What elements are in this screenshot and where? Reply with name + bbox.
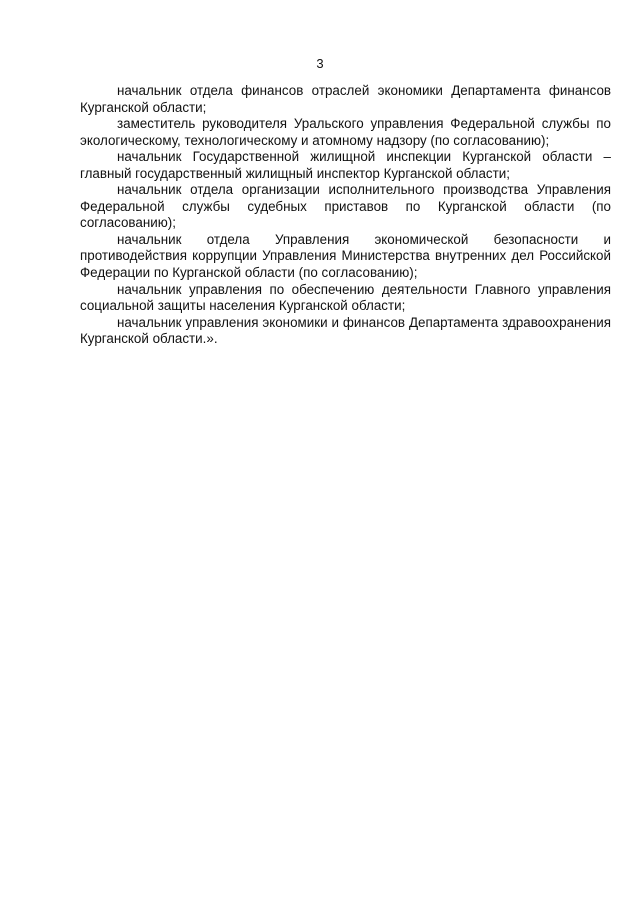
paragraph-housing-inspection: начальник Государственной жилищной инспекции Курганской области – главный государственный жилищный инспектор Курганской области; <box>80 149 611 181</box>
paragraph-healthcare-department: начальник управления экономики и финансов Департамента здравоохранения Курганской области.». <box>80 314 611 347</box>
paragraph-bailiffs-service: начальник отдела организации исполнительного производства Управления Федеральной службы судебных приставов по Курганской области (по согласованию); <box>80 182 611 231</box>
paragraph-rostekhnadzor: заместитель руководителя Уральского управления Федеральной службы по экологическому, технологическому и атомному надзору (по согласованию); <box>80 116 611 148</box>
paragraph-social-protection: начальник управления по обеспечению деятельности Главного управления социальной защиты населения Курганской области; <box>80 281 611 314</box>
page-number: 3 <box>316 56 324 71</box>
paragraph-finance-department: начальник отдела финансов отраслей экономики Департамента финансов Курганской области; <box>80 83 611 115</box>
document-body <box>80 83 611 348</box>
paragraph-economic-security: начальник отдела Управления экономической безопасности и противодействия коррупции Управления Министерства внутренних дел Российской Федерации по Курганской области (по согласованию); <box>80 231 611 281</box>
